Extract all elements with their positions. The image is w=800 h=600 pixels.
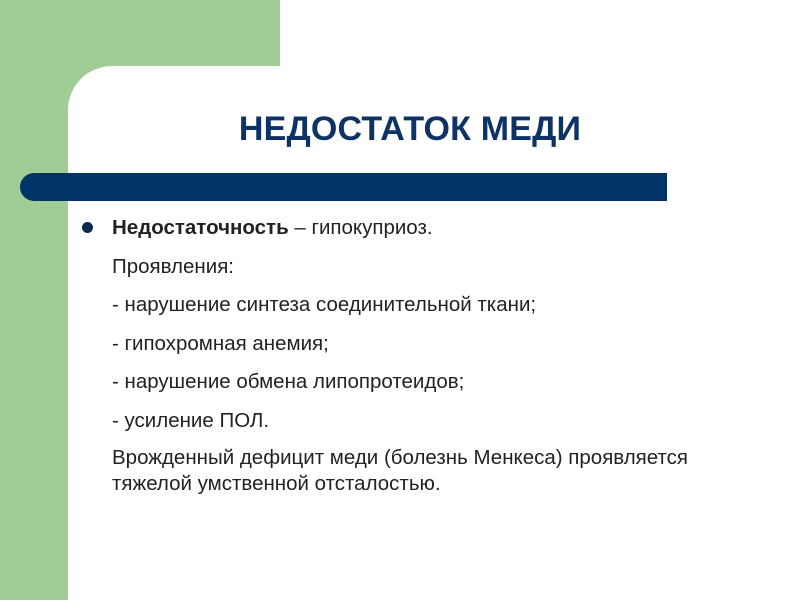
bullet-line — [112, 214, 772, 253]
body-line-manifestations: Проявления: — [112, 254, 234, 278]
slide-body — [112, 214, 772, 497]
bullet-dot-icon — [82, 222, 93, 233]
title-underline-bar — [20, 173, 667, 201]
body-line-connective-tissue: - нарушение синтеза соединительной ткани; — [112, 293, 537, 316]
bullet-definition: – гипокуприоз. — [288, 216, 433, 239]
body-line-lipid-peroxidation: - усиление ПОЛ. — [112, 408, 270, 432]
body-paragraph-menkes: Врожденный дефицит меди (болезнь Менкеса) проявляется тяжелой умственной отсталостью. — [112, 446, 689, 495]
body-line-anemia: - гипохромная анемия; — [112, 331, 329, 355]
slide-title: НЕДОСТАТОК МЕДИ — [238, 110, 582, 148]
body-line-lipoproteins: - нарушение обмена липопротеидов; — [112, 370, 465, 393]
bullet-term: Недостаточность — [112, 216, 289, 239]
